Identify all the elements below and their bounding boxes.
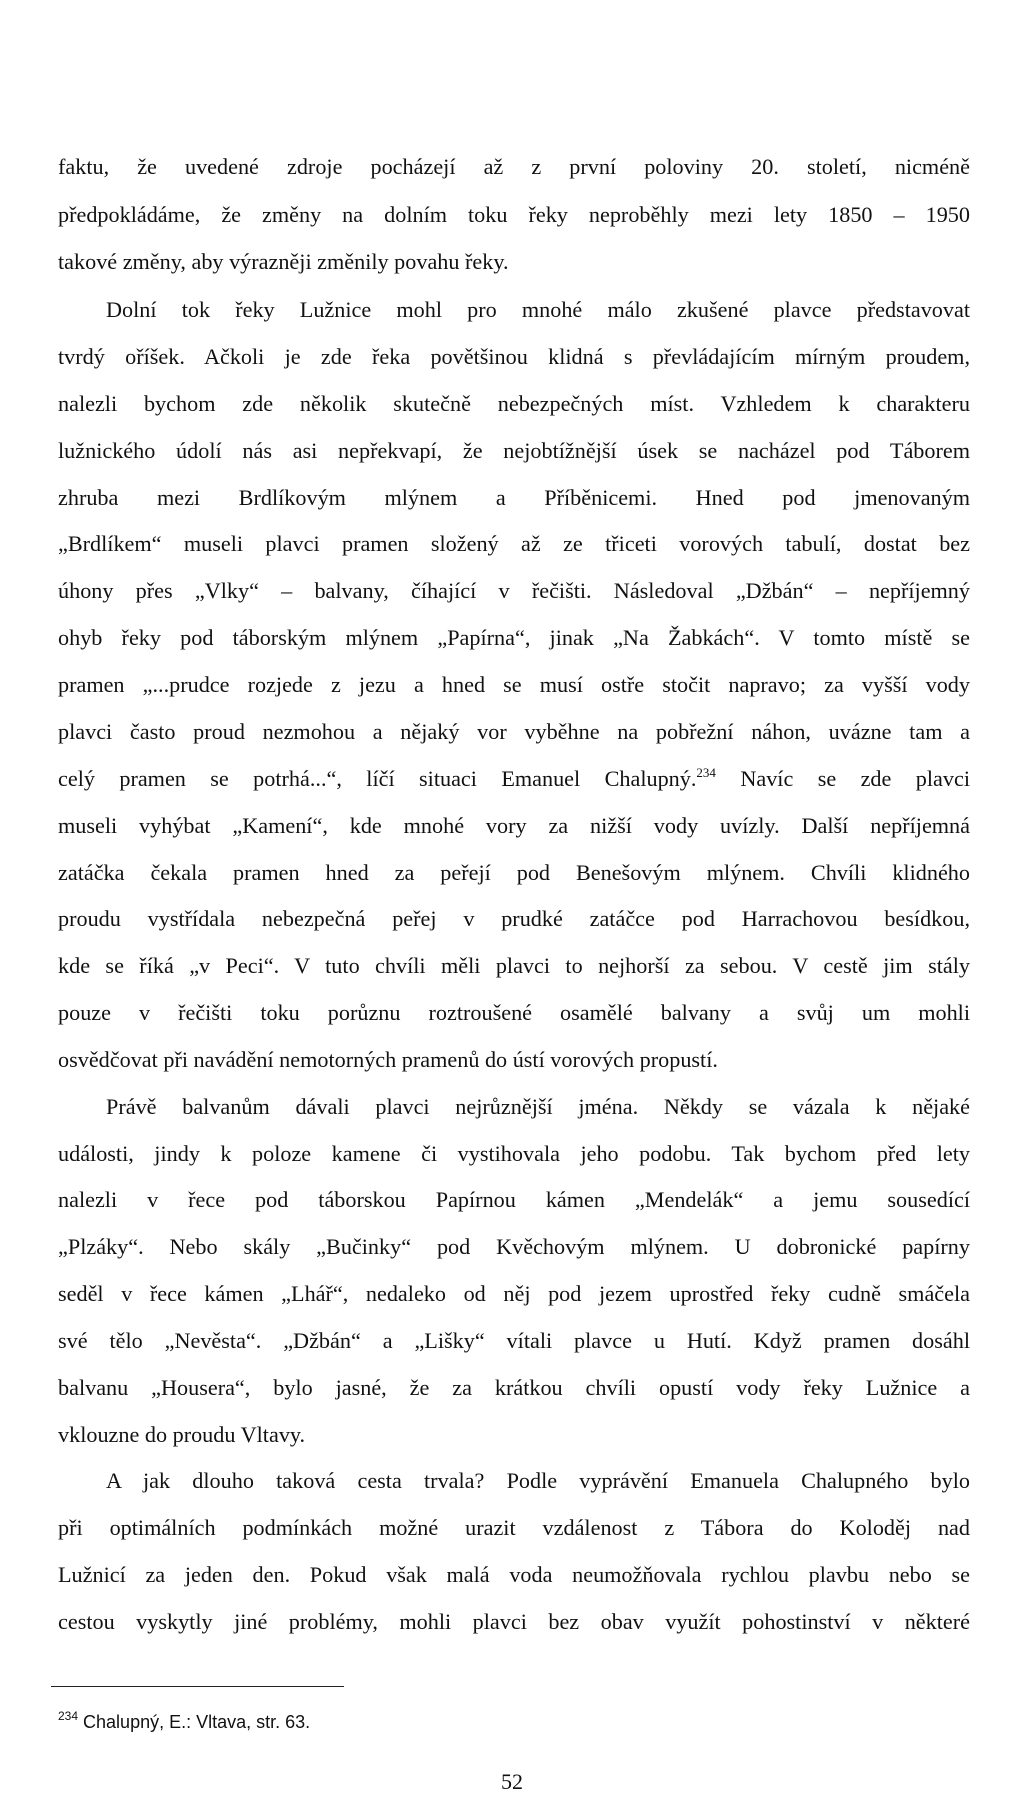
text-line-2: předpokládáme, že změny na dolním toku řeky neproběhly mezi lety 1850 – 1950 bbox=[58, 202, 970, 227]
text-line-3: takové změny, aby výrazněji změnily povahu řeky. bbox=[58, 249, 509, 274]
footnote-divider bbox=[51, 1686, 344, 1687]
footnote-number: 234 bbox=[58, 1709, 79, 1723]
page-number: 52 bbox=[501, 1769, 523, 1794]
text-line-21: Právě balvanům dávali plavci nejrůznější jména. Někdy se vázala k nějaké bbox=[106, 1094, 970, 1119]
text-line-14-main: celý pramen se potrhá...“, líčí situaci Emanuel Chalupný. bbox=[58, 766, 697, 791]
text-line-19: pouze v řečišti toku porůznu roztroušené osamělé balvany a svůj um mohli bbox=[58, 1000, 970, 1025]
text-line-4: Dolní tok řeky Lužnice mohl pro mnohé málo zkušené plavce představovat bbox=[106, 297, 970, 322]
text-line-17: proudu vystřídala nebezpečná peřej v prudké zatáčce pod Harrachovou besídkou, bbox=[58, 906, 970, 931]
text-line-8: zhruba mezi Brdlíkovým mlýnem a Příběnicemi. Hned pod jmenovaným bbox=[58, 485, 970, 510]
text-line-29: A jak dlouho taková cesta trvala? Podle vyprávění Emanuela Chalupného bylo bbox=[106, 1468, 970, 1493]
footnote bbox=[58, 1709, 311, 1732]
text-line-10: úhony přes „Vlky“ – balvany, číhající v řečišti. Následoval „Džbán“ – nepříjemný bbox=[58, 578, 970, 603]
text-line-23: nalezli v řece pod táborskou Papírnou kámen „Mendelák“ a jemu sousedící bbox=[58, 1187, 970, 1212]
text-line-22: události, jindy k poloze kamene či vystihovala jeho podobu. Tak bychom před lety bbox=[58, 1141, 970, 1166]
footnote-reference: 234 bbox=[696, 765, 716, 780]
text-line-32: cestou vyskytly jiné problémy, mohli plavci bez obav využít pohostinství v některé bbox=[58, 1609, 970, 1634]
text-line-20: osvědčovat při navádění nemotorných pramenů do ústí vorových propustí. bbox=[58, 1047, 718, 1072]
text-line-26: své tělo „Nevěsta“. „Džbán“ a „Lišky“ vítali plavce u Hutí. Když pramen dosáhl bbox=[58, 1328, 970, 1353]
text-line-13: plavci často proud nezmohou a nějaký vor vyběhne na pobřežní náhon, uvázne tam a bbox=[58, 719, 970, 744]
text-line-7: lužnického údolí nás asi nepřekvapí, že nejobtížnější úsek se nacházel pod Táborem bbox=[58, 438, 970, 463]
text-line-9: „Brdlíkem“ museli plavci pramen složený až ze třiceti vorových tabulí, dostat bez bbox=[58, 531, 970, 556]
text-line-16: zatáčka čekala pramen hned za peřejí pod Benešovým mlýnem. Chvíli klidného bbox=[58, 860, 970, 885]
text-line-1: faktu, že uvedené zdroje pocházejí až z první poloviny 20. století, nicméně bbox=[58, 154, 970, 179]
footnote-text: Chalupný, E.: Vltava, str. 63. bbox=[78, 1712, 311, 1732]
text-line-11: ohyb řeky pod táborským mlýnem „Papírna“, jinak „Na Žabkách“. V tomto místě se bbox=[58, 625, 970, 650]
text-line-14 bbox=[58, 765, 970, 791]
text-line-31: Lužnicí za jeden den. Pokud však malá voda neumožňovala rychlou plavbu nebo se bbox=[58, 1562, 970, 1587]
text-line-14-tail: Navíc se zde plavci bbox=[715, 766, 970, 791]
text-line-30: při optimálních podmínkách možné urazit vzdálenost z Tábora do Koloděj nad bbox=[58, 1515, 970, 1540]
text-line-25: seděl v řece kámen „Lhář“, nedaleko od něj pod jezem uprostřed řeky cudně smáčela bbox=[58, 1281, 970, 1306]
text-line-6: nalezli bychom zde několik skutečně nebezpečných míst. Vzhledem k charakteru bbox=[58, 391, 970, 416]
text-line-28: vklouzne do proudu Vltavy. bbox=[58, 1422, 306, 1447]
text-line-12: pramen „...prudce rozjede z jezu a hned se musí ostře stočit napravo; za vyšší vody bbox=[58, 672, 970, 697]
text-line-27: balvanu „Housera“, bylo jasné, že za krátkou chvíli opustí vody řeky Lužnice a bbox=[58, 1375, 970, 1400]
text-line-15: museli vyhýbat „Kamení“, kde mnohé vory za nižší vody uvízly. Další nepříjemná bbox=[58, 813, 970, 838]
text-line-18: kde se říká „v Peci“. V tuto chvíli měli plavci to nejhorší za sebou. V cestě jim stály bbox=[58, 953, 970, 978]
text-line-5: tvrdý oříšek. Ačkoli je zde řeka povětšinou klidná s převládajícím mírným proudem, bbox=[58, 344, 970, 369]
text-line-24: „Plzáky“. Nebo skály „Bučinky“ pod Kvěchovým mlýnem. U dobronické papírny bbox=[58, 1234, 970, 1259]
